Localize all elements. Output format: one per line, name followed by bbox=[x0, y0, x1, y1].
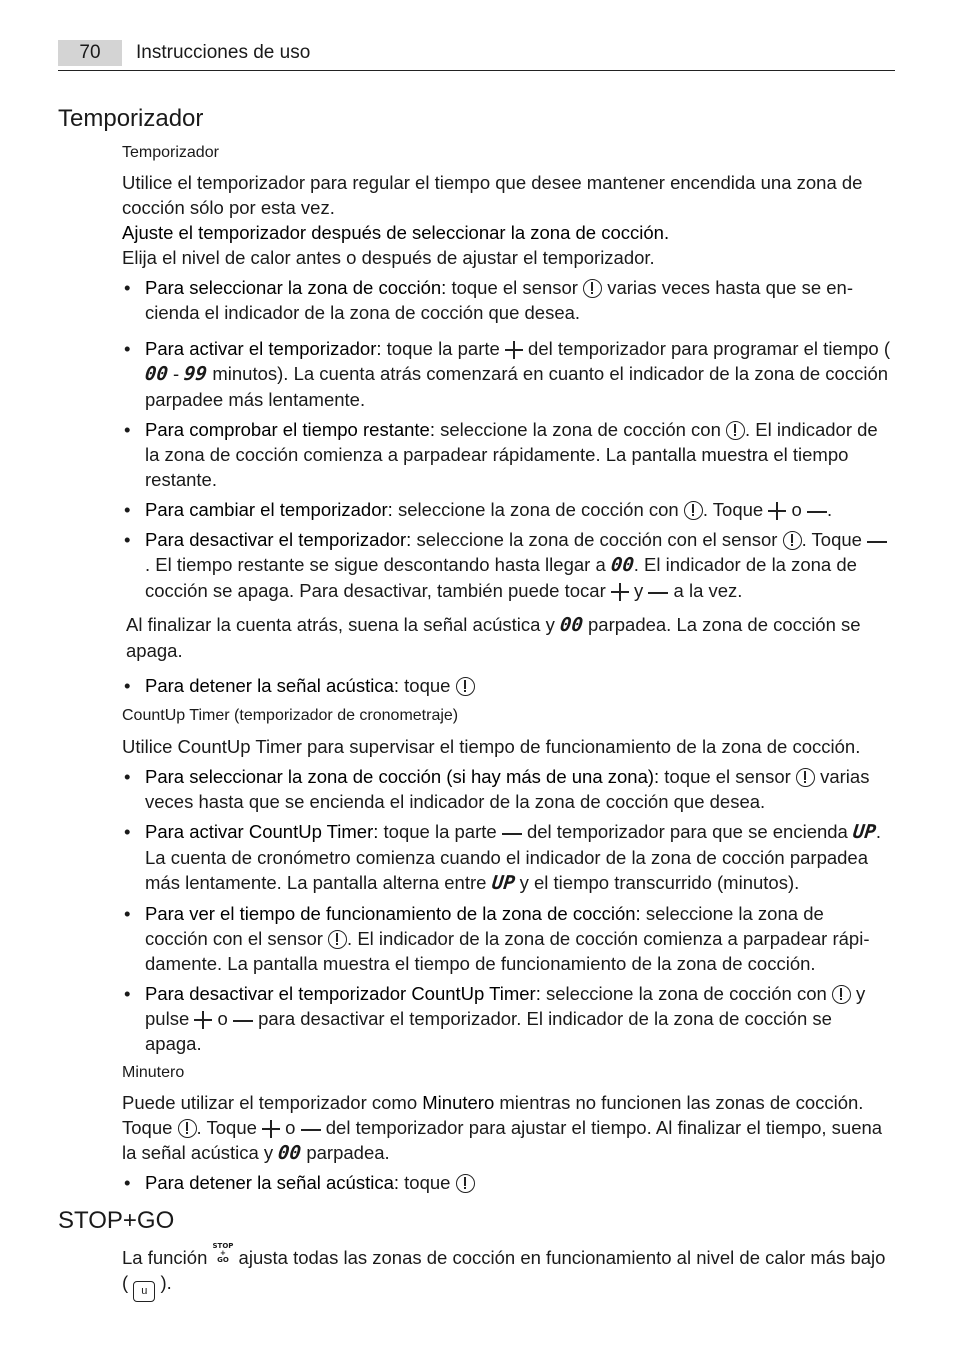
stop-go-icon: STOP + GO bbox=[212, 1242, 234, 1264]
list-item: • Para cambiar el temporizador: seleccione la zona de cocción con . Toque o . bbox=[122, 497, 890, 522]
heat-level-low-icon: u bbox=[133, 1281, 155, 1302]
subtitle-countup: CountUp Timer (temporizador de cronometraje) bbox=[122, 707, 459, 724]
minus-icon bbox=[233, 1011, 253, 1029]
subtitle-temporizador: Temporizador bbox=[122, 144, 219, 161]
sensor-icon bbox=[726, 421, 745, 440]
temporizador-intro: Utilice el temporizador para regular el tiempo que desee mantener encendida una zona de cocción sólo por esta vez. Ajuste el temporizador después de seleccionar la zona de cocción. Elija el nivel de calor antes o después de ajustar el temporizador. bbox=[122, 172, 863, 268]
plus-icon bbox=[505, 341, 523, 359]
plus-icon bbox=[194, 1011, 212, 1029]
countdown-end-text: Al finalizar la cuenta atrás, suena la señal acústica y 00 parpadea. La zona de cocción se apaga. bbox=[126, 614, 861, 661]
sensor-icon bbox=[178, 1119, 197, 1138]
plus-icon bbox=[262, 1120, 280, 1138]
list-item: • Para activar el temporizador: toque la parte del temporizador para programar el tiempo ( 00 - 99 minutos). La cuenta atrás comenzará en cuanto el indicador de la zona de cocción parpadee más lentamente. bbox=[122, 336, 890, 412]
sensor-icon bbox=[583, 279, 602, 298]
sensor-icon bbox=[832, 985, 851, 1004]
display-00-icon: 00 bbox=[277, 1142, 303, 1164]
sensor-icon bbox=[328, 930, 347, 949]
header-title: Instrucciones de uso bbox=[136, 42, 311, 63]
display-up-icon: UP bbox=[490, 872, 516, 894]
countup-intro: Utilice CountUp Timer para supervisar el tiempo de funcionamiento de la zona de cocción. bbox=[122, 736, 861, 757]
minutero-text: Puede utilizar el temporizador como Minutero mientras no funcionen las zonas de cocción. Toque . Toque o del temporizador para ajustar el tiempo. Al finalizar el tiempo, suena la señal acústica y 00 parpadea. bbox=[122, 1092, 883, 1164]
sensor-icon bbox=[456, 677, 475, 696]
display-00-icon: 00 bbox=[609, 554, 635, 576]
section-title-stopgo: STOP+GO bbox=[58, 1207, 175, 1234]
list-item: • Para ver el tiempo de funcionamiento de la zona de cocción: seleccione la zona de cocción con el sensor . El indicador de la zona de cocción comienza a parpadear rápidamente. La pantalla muestra el tiempo de funcionamiento de la zona de cocción. bbox=[122, 901, 890, 976]
minus-icon bbox=[648, 583, 668, 601]
sensor-icon bbox=[796, 768, 815, 787]
list-item: • Para detener la señal acústica: toque bbox=[122, 673, 890, 698]
list-item: • Para desactivar el temporizador: seleccione la zona de cocción con el sensor . Toque . El tiempo restante se sigue descontando hasta llegar a 00. El indicador de la zona de cocción se apaga. Para desactivar, también puede tocar y a la vez. bbox=[122, 527, 890, 603]
list-item: • Para desactivar el temporizador CountUp Timer: seleccione la zona de cocción con y pulse o para desactivar el temporizador. El indicador de la zona de cocción se apaga. bbox=[122, 981, 890, 1056]
display-up-icon: UP bbox=[851, 821, 878, 843]
page-number: 70 bbox=[58, 40, 122, 66]
subtitle-minutero: Minutero bbox=[122, 1064, 185, 1081]
minus-icon bbox=[807, 502, 827, 520]
sensor-icon bbox=[783, 531, 802, 550]
sensor-icon bbox=[456, 1174, 475, 1193]
sensor-icon bbox=[684, 501, 703, 520]
minutero-bullets bbox=[122, 1170, 890, 1195]
countup-bullets bbox=[122, 764, 890, 1056]
list-item: • Para activar CountUp Timer: toque la parte del temporizador para que se encienda UP. La cuenta de cronómetro comienza cuando el indicador de la zona de cocción parpadea más lentamente. La pantalla alterna entre UP y el tiempo transcurrido (minutos). bbox=[122, 819, 890, 896]
minus-icon bbox=[301, 1120, 321, 1138]
temporizador-bullets bbox=[122, 275, 890, 603]
list-item: • Para comprobar el tiempo restante: seleccione la zona de cocción con . El indicador de la zona de cocción comienza a parpadear rápidamente. La pantalla muestra el tiempo restante. bbox=[122, 417, 890, 492]
list-item: • Para seleccionar la zona de cocción (si hay más de una zona): toque el sensor varias veces hasta que se encienda el indicador de la zona de cocción que desea. bbox=[122, 764, 890, 814]
display-99-icon: 99 bbox=[183, 363, 209, 385]
display-00-icon: 00 bbox=[558, 614, 585, 636]
list-item: • Para seleccionar la zona de cocción: toque el sensor varias veces hasta que se encienda el indicador de la zona de cocción que desea. bbox=[122, 275, 890, 325]
minus-icon bbox=[867, 532, 887, 550]
plus-icon bbox=[611, 583, 629, 601]
alarm-stop-bullets bbox=[122, 673, 890, 698]
page-header bbox=[58, 40, 895, 71]
section-title-temporizador: Temporizador bbox=[58, 105, 204, 132]
display-00-icon: 00 bbox=[143, 363, 170, 385]
minus-icon bbox=[502, 824, 522, 842]
temporizador-note-bold: Ajuste el temporizador después de seleccionar la zona de cocción. bbox=[122, 222, 670, 243]
stopgo-text: La función STOP + GO ajusta todas las zonas de cocción en funcionamiento al nivel de calor más bajo ( u ). bbox=[122, 1243, 892, 1302]
plus-icon bbox=[768, 502, 786, 520]
list-item: • Para detener la señal acústica: toque bbox=[122, 1170, 890, 1195]
